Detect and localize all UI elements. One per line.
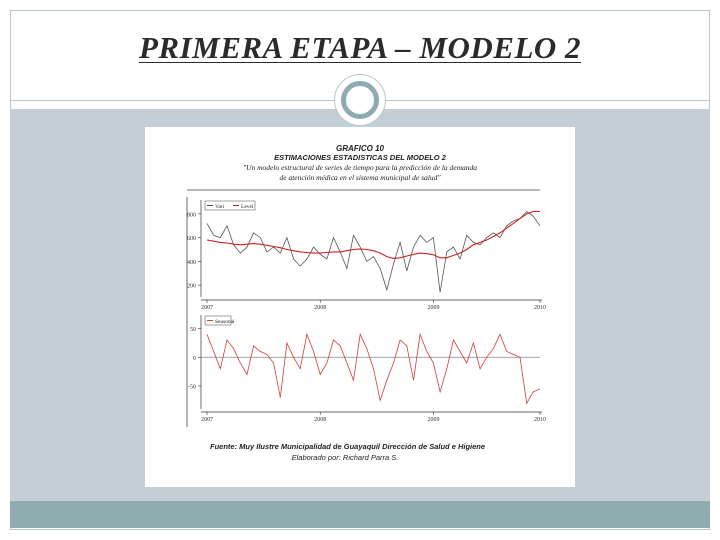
figure-caption-line1: "Un modelo estructural de series de tiempo para la predicción de la demanda: [242, 163, 478, 172]
x-tick-label: 2009: [427, 305, 440, 311]
legend-label: Seasonal: [215, 319, 235, 325]
figure-source: Fuente: Muy Ilustre Municipalidad de Guayaquil Dirección de Salud e Higiene: [210, 442, 486, 451]
chart-figure: [145, 127, 575, 487]
x-tick-label: 2007: [201, 305, 213, 311]
chart-top: [187, 200, 546, 311]
series-line-seasonal: [207, 334, 540, 403]
x-tick-label: 2010: [534, 305, 546, 311]
figure-caption-line2: de atención médica en el sistema municipal de salud": [279, 173, 441, 182]
legend-label: Level: [241, 204, 254, 210]
legend-label: Vari: [215, 204, 225, 210]
y-tick-label: 50: [190, 327, 196, 333]
y-tick-label: 400: [187, 259, 196, 266]
y-tick-label: 800: [187, 212, 196, 219]
figure-heading: GRAFICO 10: [335, 144, 385, 153]
y-tick-label: -50: [188, 384, 196, 391]
x-tick-label: 2008: [314, 305, 327, 311]
figure-subheading: ESTIMACIONES ESTADISTICAS DEL MODELO 2: [274, 153, 446, 162]
y-tick-label: 0: [193, 355, 196, 362]
y-tick-label: 600: [187, 236, 196, 243]
x-tick-label: 2010: [534, 417, 546, 423]
x-tick-label: 2009: [427, 417, 440, 423]
ring-icon: [341, 81, 379, 119]
series-line-vari: [207, 212, 540, 293]
x-tick-label: 2007: [201, 417, 213, 423]
x-tick-label: 2008: [314, 417, 327, 423]
y-tick-label: 200: [187, 283, 196, 290]
figure-author: Elaborado por: Richard Parra S.: [291, 453, 399, 462]
chart-svg: [145, 127, 575, 487]
bottom-bar: [10, 501, 710, 528]
chart-bottom: [188, 315, 546, 423]
slide-title: PRIMERA ETAPA – MODELO 2: [138, 30, 582, 65]
